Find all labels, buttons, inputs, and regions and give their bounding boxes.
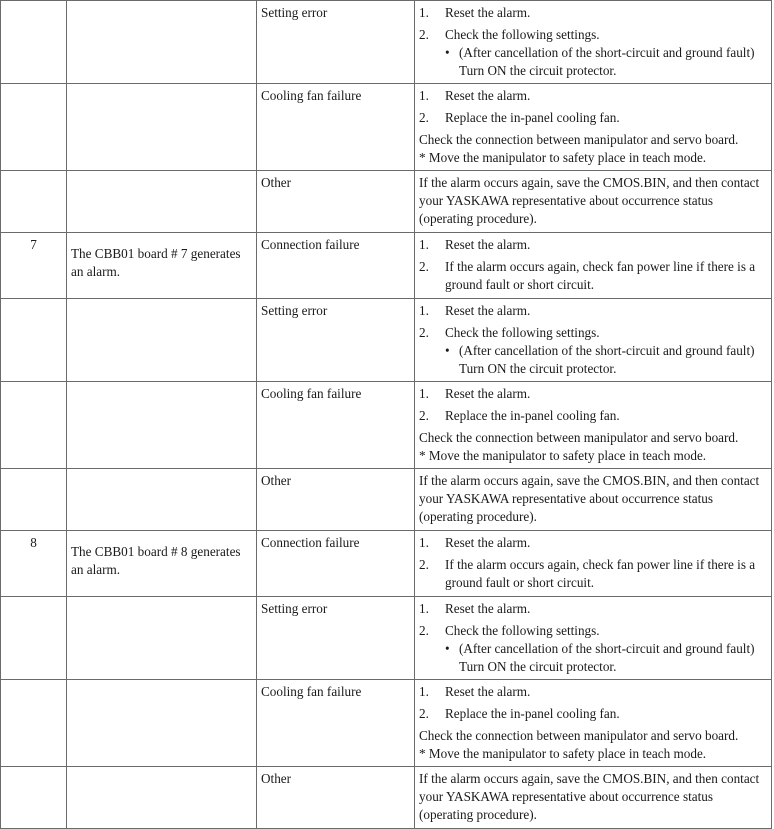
alarm-number-cell [1, 680, 67, 767]
remedy-paragraph: If the alarm occurs again, save the CMOS.BIN, and then contact your YASKAWA representative about occurrence status (operating procedure). [419, 175, 760, 226]
step-number: 2. [419, 325, 429, 340]
step-text: If the alarm occurs again, check fan power line if there is a ground fault or short circuit. [445, 557, 756, 590]
cause-cell: Other [257, 767, 415, 829]
bullet-text: (After cancellation of the short-circuit and ground fault) Turn ON the circuit protector. [459, 641, 755, 674]
table-row [1, 382, 772, 469]
cause-cell: Cooling fan failure [257, 680, 415, 767]
alarm-description-cell [67, 382, 257, 469]
bullet-dot-icon: • [445, 45, 450, 60]
table-body [1, 1, 772, 829]
step-number: 1. [419, 684, 429, 699]
remedy-paragraph: Check the connection between manipulator and servo board. [419, 728, 739, 743]
step-text: Reset the alarm. [445, 601, 531, 616]
remedy-step [419, 324, 767, 342]
step-number: 1. [419, 303, 429, 318]
remedy-cell [415, 597, 772, 680]
table-row [1, 84, 772, 171]
alarm-number-cell: 7 [1, 233, 67, 299]
cause-cell: Other [257, 469, 415, 531]
alarm-number-cell [1, 597, 67, 680]
remedy-paragraph: Check the connection between manipulator and servo board. [419, 132, 739, 147]
remedy-step [419, 385, 767, 403]
step-number: 1. [419, 535, 429, 550]
remedy-paragraph: Check the connection between manipulator and servo board. [419, 430, 739, 445]
remedy-cell [415, 382, 772, 469]
alarm-description-cell [67, 469, 257, 531]
bullet-text: (After cancellation of the short-circuit and ground fault) Turn ON the circuit protector. [459, 343, 755, 376]
remedy-step [419, 236, 767, 254]
alarm-number-cell [1, 84, 67, 171]
table-row [1, 1, 772, 84]
step-text: Check the following settings. [445, 27, 600, 42]
table-row [1, 597, 772, 680]
step-number: 1. [419, 5, 429, 20]
remedy-paragraph: * Move the manipulator to safety place in teach mode. [419, 150, 707, 165]
remedy-bullet [419, 342, 767, 378]
step-number: 1. [419, 237, 429, 252]
table-row [1, 767, 772, 829]
table-row [1, 680, 772, 767]
step-number: 2. [419, 27, 429, 42]
remedy-step [419, 87, 767, 105]
remedy-paragraph: * Move the manipulator to safety place in teach mode. [419, 448, 707, 463]
step-number: 2. [419, 623, 429, 638]
remedy-step [419, 600, 767, 618]
remedy-paragraph: If the alarm occurs again, save the CMOS.BIN, and then contact your YASKAWA representative about occurrence status (operating procedure). [419, 473, 760, 524]
bullet-text: (After cancellation of the short-circuit and ground fault) Turn ON the circuit protector. [459, 45, 755, 78]
remedy-cell [415, 171, 772, 233]
step-number: 2. [419, 706, 429, 721]
cause-cell: Setting error [257, 597, 415, 680]
cause-cell: Setting error [257, 1, 415, 84]
cause-cell: Cooling fan failure [257, 382, 415, 469]
remedy-cell [415, 84, 772, 171]
bullet-dot-icon: • [445, 343, 450, 358]
alarm-description-cell [67, 1, 257, 84]
remedy-step [419, 683, 767, 701]
step-number: 2. [419, 408, 429, 423]
alarm-description-cell: The CBB01 board # 8 generates an alarm. [67, 531, 257, 597]
table-row [1, 299, 772, 382]
remedy-cell [415, 233, 772, 299]
step-number: 2. [419, 557, 429, 572]
alarm-number-cell: 8 [1, 531, 67, 597]
alarm-description-cell: The CBB01 board # 7 generates an alarm. [67, 233, 257, 299]
step-text: If the alarm occurs again, check fan power line if there is a ground fault or short circuit. [445, 259, 756, 292]
alarm-number-cell [1, 299, 67, 382]
remedy-step [419, 407, 767, 425]
table-row [1, 469, 772, 531]
step-text: Replace the in-panel cooling fan. [445, 706, 620, 721]
remedy-step [419, 302, 767, 320]
remedy-cell [415, 299, 772, 382]
table-row [1, 531, 772, 597]
alarm-number-cell [1, 1, 67, 84]
remedy-cell [415, 680, 772, 767]
remedy-step [419, 622, 767, 640]
table-row [1, 233, 772, 299]
step-text: Replace the in-panel cooling fan. [445, 110, 620, 125]
step-text: Reset the alarm. [445, 237, 531, 252]
step-text: Check the following settings. [445, 325, 600, 340]
alarm-description-cell [67, 597, 257, 680]
step-number: 1. [419, 88, 429, 103]
remedy-paragraph: * Move the manipulator to safety place in teach mode. [419, 746, 707, 761]
bullet-dot-icon: • [445, 641, 450, 656]
step-text: Reset the alarm. [445, 684, 531, 699]
remedy-cell [415, 1, 772, 84]
alarm-description-cell [67, 171, 257, 233]
remedy-bullet [419, 640, 767, 676]
step-text: Reset the alarm. [445, 303, 531, 318]
step-number: 2. [419, 259, 429, 274]
alarm-description-cell [67, 84, 257, 171]
alarm-description-cell [67, 767, 257, 829]
step-text: Reset the alarm. [445, 5, 531, 20]
alarm-number-cell [1, 382, 67, 469]
step-text: Replace the in-panel cooling fan. [445, 408, 620, 423]
cause-cell: Cooling fan failure [257, 84, 415, 171]
cause-cell: Setting error [257, 299, 415, 382]
step-text: Reset the alarm. [445, 535, 531, 550]
cause-cell: Connection failure [257, 233, 415, 299]
alarm-number-cell [1, 469, 67, 531]
step-number: 1. [419, 386, 429, 401]
alarm-number-cell [1, 767, 67, 829]
alarm-number-cell [1, 171, 67, 233]
table-row [1, 171, 772, 233]
remedy-step [419, 534, 767, 552]
remedy-step [419, 705, 767, 723]
cause-cell: Connection failure [257, 531, 415, 597]
step-number: 2. [419, 110, 429, 125]
alarm-description-cell [67, 680, 257, 767]
step-number: 1. [419, 601, 429, 616]
remedy-cell [415, 469, 772, 531]
remedy-step [419, 4, 767, 22]
remedy-step [419, 556, 767, 592]
step-text: Reset the alarm. [445, 386, 531, 401]
remedy-step [419, 258, 767, 294]
remedy-paragraph: If the alarm occurs again, save the CMOS.BIN, and then contact your YASKAWA representative about occurrence status (operating procedure). [419, 771, 760, 822]
remedy-step [419, 26, 767, 44]
cause-cell: Other [257, 171, 415, 233]
alarm-description-cell [67, 299, 257, 382]
remedy-bullet [419, 44, 767, 80]
remedy-step [419, 109, 767, 127]
remedy-cell [415, 767, 772, 829]
step-text: Reset the alarm. [445, 88, 531, 103]
remedy-cell [415, 531, 772, 597]
step-text: Check the following settings. [445, 623, 600, 638]
